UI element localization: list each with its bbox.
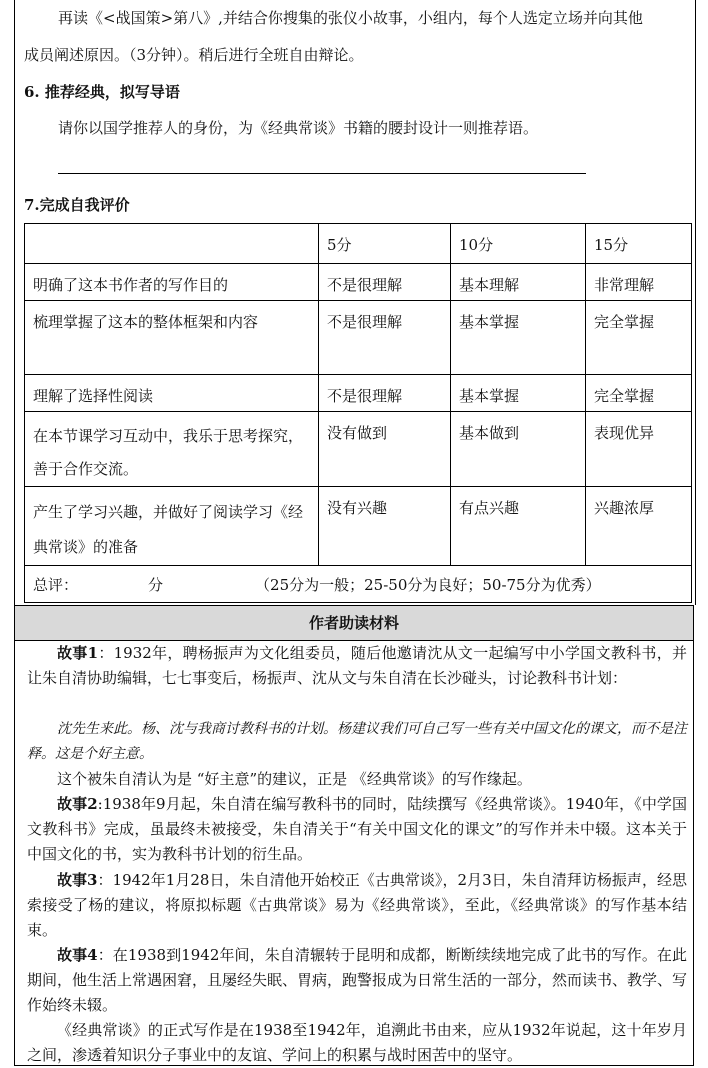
story3-label: 故事3 xyxy=(57,871,98,889)
total-unit: 分 xyxy=(148,576,164,594)
story2: 故事2:1938年9月起，朱自清在编写教科书的同时，陆续撰写《经典常谈》。1940年，《中学国文教科书》完成，虽最终未被接受，朱自清关于“有关中国文化的课文”的写作并未中辍。这本关于中国文化的书，实为教科书计划的衍生品。 xyxy=(27,795,688,863)
debate-paragraph-line2: 成员阐述原因。（3分钟）。稍后进行全班自由辩论。 xyxy=(24,46,364,64)
quote: 沈先生来此。杨、沈与我商讨教科书的计划。杨建议我们可自己写一些有关中国文化的课文，而不是注释。这是个好主意。 xyxy=(27,721,687,762)
score-cell[interactable]: 不是很理解 xyxy=(319,375,451,412)
table-row xyxy=(25,487,692,566)
header-cell: 15分 xyxy=(586,224,692,264)
story4: 故事4：在1938到1942年间，朱自清辗转于昆明和成都，断断续续地完成了此书的写作。在此期间，他生活上常遇困窘，且屡经失眠、胃病，跑警报成为日常生活的一部分，然而读书、教学、写作始终未辍。 xyxy=(27,946,688,1014)
header-cell: 10分 xyxy=(451,224,586,264)
score-cell[interactable]: 非常理解 xyxy=(586,264,692,301)
criterion-cell: 明确了这本书作者的写作目的 xyxy=(25,264,319,301)
answer-line[interactable] xyxy=(58,173,586,174)
total-row xyxy=(25,566,692,603)
self-evaluation-table xyxy=(24,223,692,603)
criterion-cell: 梳理掌握了这本的整体框架和内容 xyxy=(25,301,319,375)
score-cell[interactable]: 基本掌握 xyxy=(451,301,586,375)
material-banner: 作者助读材料 xyxy=(14,605,694,641)
score-cell[interactable]: 基本掌握 xyxy=(451,375,586,412)
section6-instruction: 请你以国学推荐人的身份，为《经典常谈》书籍的腰封设计一则推荐语。 xyxy=(58,119,539,137)
table-row xyxy=(25,301,692,375)
story3: 故事3：1942年1月28日，朱自清他开始校正《古典常谈》，2月3日，朱自清拜访杨振声，经思索接受了杨的建议，将原拟标题《古典常谈》易为《经典常谈》，至此，《经典常谈》的写作基本结束。 xyxy=(27,871,687,939)
table-row xyxy=(25,375,692,412)
story1: 故事1：1932年，聘杨振声为文化组委员，随后他邀请沈从文一起编写中小学国文教科书，并让朱自清协助编辑，七七事变后，杨振声、沈从文与朱自清在长沙碰头，讨论教科书计划： xyxy=(27,644,688,687)
total-note: （25分为一般；25-50分为良好；50-75分为优秀） xyxy=(255,576,601,594)
criterion-cell: 在本节课学习互动中，我乐于思考探究，善于合作交流。 xyxy=(25,412,319,487)
conclusion-paragraph: 《经典常谈》的正式写作是在1938至1942年，追溯此书由来，应从1932年说起，这十年岁月之间，渗透着知识分子事业中的友谊、学问上的积累与战时困苦中的坚守。 xyxy=(27,1021,687,1064)
story1-label: 故事1 xyxy=(57,644,99,662)
score-cell[interactable]: 兴趣浓厚 xyxy=(586,487,692,566)
score-cell[interactable]: 有点兴趣 xyxy=(451,487,586,566)
criterion-cell: 产生了学习兴趣，并做好了阅读学习《经典常谈》的准备 xyxy=(25,487,319,566)
origin-paragraph: 这个被朱自清认为是 “好主意”的建议，正是 《经典常谈》的写作缘起。 xyxy=(57,770,532,788)
score-cell[interactable]: 基本理解 xyxy=(451,264,586,301)
table-header-row xyxy=(25,224,692,264)
score-cell[interactable]: 不是很理解 xyxy=(319,301,451,375)
total-label: 总评： xyxy=(33,576,79,594)
header-cell xyxy=(25,224,319,264)
reading-material-box xyxy=(14,640,694,1066)
criterion-cell: 理解了选择性阅读 xyxy=(25,375,319,412)
score-cell[interactable]: 没有做到 xyxy=(319,412,451,487)
score-cell[interactable]: 不是很理解 xyxy=(319,264,451,301)
story4-label: 故事4 xyxy=(57,946,98,964)
table-row xyxy=(25,412,692,487)
score-cell[interactable]: 没有兴趣 xyxy=(319,487,451,566)
score-cell[interactable]: 完全掌握 xyxy=(586,301,692,375)
section7-heading: 7.完成自我评价 xyxy=(24,196,130,214)
total-cell xyxy=(25,566,692,603)
debate-paragraph-line1: 再读《<战国策>第八》,并结合你搜集的张仪小故事，小组内，每个人选定立场并向其他 xyxy=(58,9,643,27)
score-cell[interactable]: 基本做到 xyxy=(451,412,586,487)
score-cell[interactable]: 完全掌握 xyxy=(586,375,692,412)
score-cell[interactable]: 表现优异 xyxy=(586,412,692,487)
section6-heading: 6. 推荐经典，拟写导语 xyxy=(24,83,180,101)
header-cell: 5分 xyxy=(319,224,451,264)
table-row xyxy=(25,264,692,301)
story2-label: 故事2 xyxy=(57,795,98,813)
